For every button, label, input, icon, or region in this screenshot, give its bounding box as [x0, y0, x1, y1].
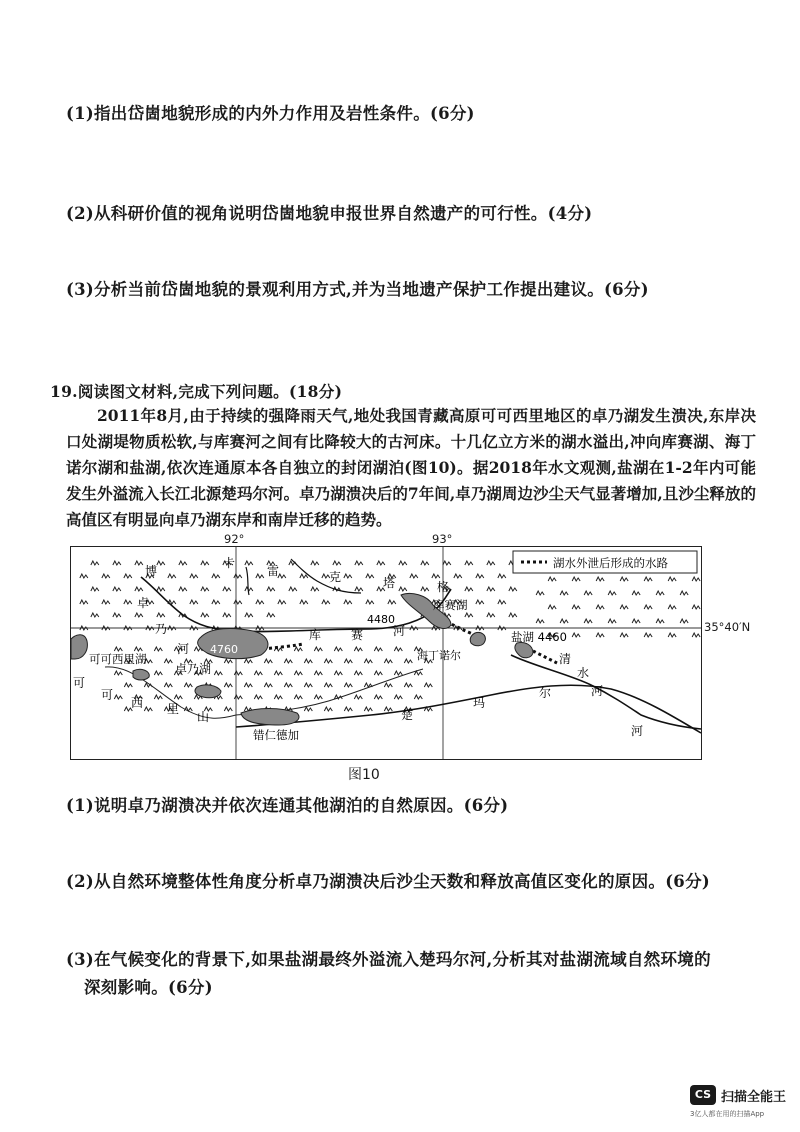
- south-range-labels: [73, 676, 209, 724]
- q19-item-2: (2)从自然环境整体性角度分析卓乃湖溃决后沙尘天数和释放高值区变化的原因。(6分): [66, 872, 710, 891]
- small-lake-1: [195, 685, 221, 698]
- q19-heading: 19.阅读图文材料,完成下列问题。(18分): [50, 382, 343, 401]
- cuoren-lake: [241, 709, 299, 726]
- svg-text:塔: 塔: [383, 576, 396, 590]
- haiding-lake: [470, 632, 485, 645]
- watermark-name: 扫描全能王: [721, 1090, 787, 1105]
- elev-zhuonai: 4760: [210, 643, 238, 656]
- svg-text:卓: 卓: [137, 596, 150, 610]
- label-kekexili-lake: 可可西里湖: [89, 652, 147, 666]
- q19-item-1: (1)说明卓乃湖溃决并依次连通其他湖泊的自然原因。(6分): [66, 796, 509, 815]
- svg-text:河: 河: [631, 724, 644, 738]
- camscanner-logo: CS: [690, 1085, 716, 1105]
- svg-text:尔: 尔: [539, 686, 552, 700]
- svg-text:西: 西: [131, 696, 144, 710]
- svg-text:赛: 赛: [351, 628, 364, 642]
- yan-lake: [515, 642, 533, 657]
- label-kusai-lake: 库赛湖: [433, 598, 468, 612]
- q19-material: [66, 403, 756, 533]
- svg-text:山: 山: [197, 710, 210, 724]
- svg-text:水: 水: [577, 666, 590, 680]
- legend-text: 湖水外泄后形成的水路: [553, 556, 668, 570]
- svg-text:河: 河: [591, 684, 604, 698]
- q18-item-2: (2)从科研价值的视角说明岱崮地貌申报世界自然遗产的可行性。(4分): [66, 204, 593, 223]
- svg-text:河: 河: [177, 642, 190, 656]
- label-zhuonai-lake: 卓乃湖: [175, 662, 212, 676]
- svg-text:雷: 雷: [267, 564, 280, 578]
- label-yan-lake: 盐湖 4460: [511, 630, 567, 644]
- watermark-sub: 3亿人都在用的扫描App: [690, 1110, 765, 1118]
- q19-item-3-line-2: 深刻影响。(6分): [84, 978, 213, 997]
- map-svg: [71, 547, 701, 759]
- kekexili-lake: [71, 635, 87, 659]
- figure-10-map: [70, 546, 702, 760]
- svg-text:卡: 卡: [223, 556, 236, 570]
- label-lon-92: 92°: [224, 532, 245, 546]
- svg-text:河: 河: [393, 624, 406, 638]
- svg-text:库: 库: [309, 628, 322, 642]
- q19-item-3-line-1: (3)在气候变化的背景下,如果盐湖最终外溢流入楚玛尔河,分析其对盐湖流域自然环境的: [66, 950, 711, 969]
- svg-text:清: 清: [559, 652, 572, 666]
- outflow-path-3: [533, 651, 557, 663]
- svg-text:克: 克: [329, 570, 342, 584]
- svg-text:乃: 乃: [155, 622, 168, 636]
- q18-item-3: (3)分析当前岱崮地貌的景观利用方式,并为当地遗产保护工作提出建议。(6分): [66, 280, 649, 299]
- zhuonai-river-labels: [137, 595, 189, 656]
- svg-text:博: 博: [145, 564, 158, 578]
- svg-text:玛: 玛: [473, 696, 486, 710]
- figure-caption: 图10: [348, 767, 380, 783]
- label-lon-93: 93°: [432, 532, 453, 546]
- label-cuoren: 错仁德加: [253, 728, 299, 742]
- svg-text:可: 可: [101, 688, 114, 702]
- q19-paragraph: 2011年8月,由于持续的强降雨天气,地处我国青藏高原可可西里地区的卓乃湖发生溃决,东岸决口处湖堤物质松软,与库赛河之间有比降较大的古河床。十几亿立方米的湖水溢出,冲向库赛湖、海丁诺尔湖和盐湖,依次连通原本各自独立的封闭湖泊(图10)。据2018年水文观测,盐湖在1-2年内可能发生外溢流入长江北源楚玛尔河。卓乃湖溃决后的7年间,卓乃湖周边沙尘天气显著增加,且沙尘释放的高值区有明显向卓乃湖东岸和南岸迁移的趋势。: [66, 406, 756, 529]
- svg-text:可: 可: [73, 676, 86, 690]
- label-haiding: 海丁诺尔: [417, 649, 461, 662]
- svg-text:里: 里: [167, 702, 180, 716]
- q18-item-1: (1)指出岱崮地貌形成的内外力作用及岩性条件。(6分): [66, 104, 475, 123]
- svg-text:楚: 楚: [401, 708, 414, 722]
- svg-text:格: 格: [437, 580, 450, 594]
- north-range-labels: [145, 555, 449, 594]
- elev-kusai: 4480: [367, 613, 395, 626]
- label-lat: 35°40′N: [704, 620, 751, 634]
- small-lake-2: [133, 669, 149, 680]
